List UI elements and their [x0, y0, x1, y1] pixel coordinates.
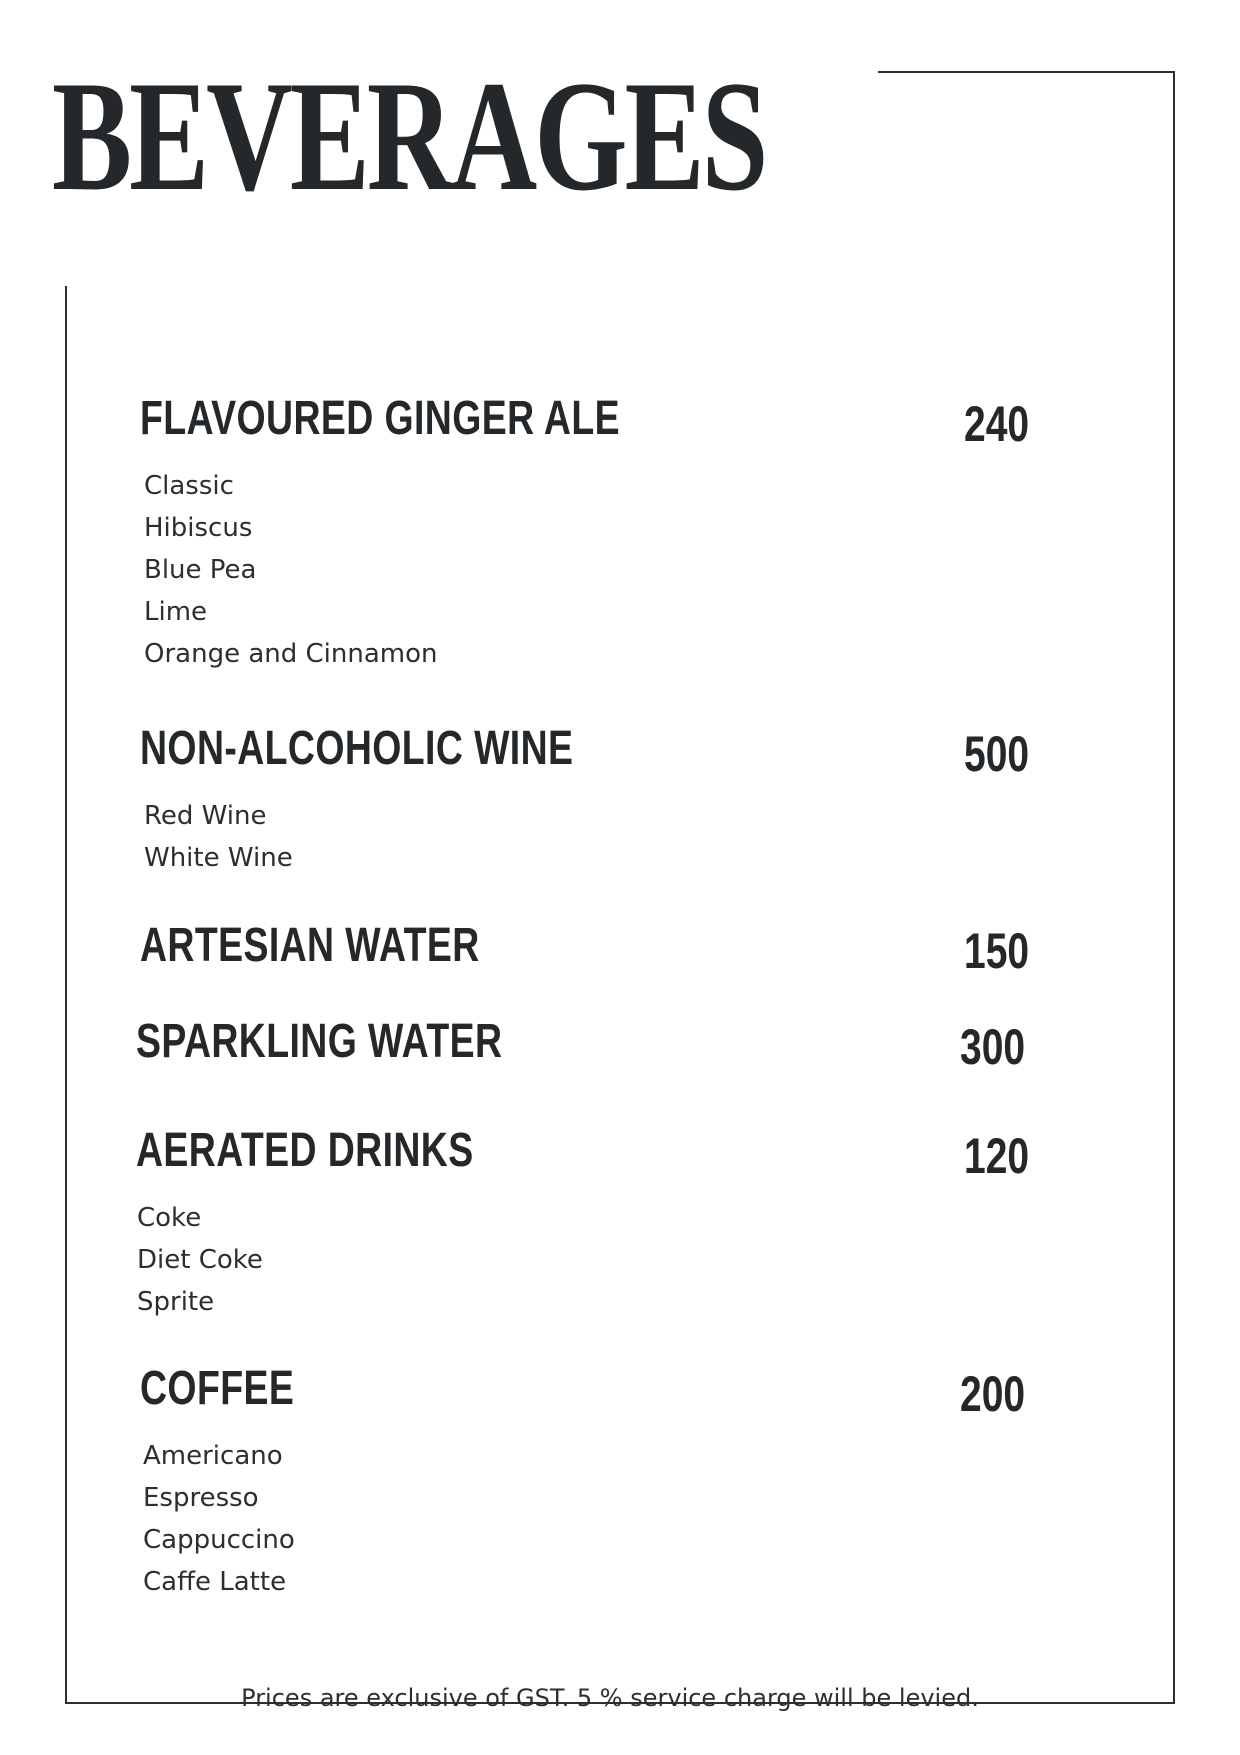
- section-price: 200: [960, 1366, 1026, 1422]
- menu-item: Classic: [144, 471, 234, 501]
- menu-item: Coke: [137, 1203, 202, 1233]
- menu-item: Hibiscus: [144, 513, 253, 543]
- section-price: 500: [964, 726, 1030, 782]
- frame-top-rule: [878, 71, 1175, 73]
- menu-item: Red Wine: [144, 801, 267, 831]
- section-name: NON-ALCOHOLIC WINE: [140, 722, 574, 775]
- menu-item: Americano: [143, 1441, 283, 1471]
- section-items: [143, 1435, 295, 1603]
- menu-item: White Wine: [144, 843, 293, 873]
- section-price: 150: [964, 923, 1030, 979]
- section-name: COFFEE: [140, 1362, 295, 1415]
- menu-item: Caffe Latte: [143, 1567, 287, 1597]
- section-items: [144, 465, 438, 675]
- menu-item: Cappuccino: [143, 1525, 295, 1555]
- menu-item: Lime: [144, 597, 208, 627]
- menu-item: Espresso: [143, 1483, 259, 1513]
- frame-left-rule: [65, 286, 67, 1704]
- section-price: 120: [964, 1128, 1030, 1184]
- menu-title: BEVERAGES: [52, 49, 766, 224]
- section-price: 300: [960, 1019, 1026, 1075]
- section-name: SPARKLING WATER: [136, 1015, 503, 1068]
- menu-item: Diet Coke: [137, 1245, 263, 1275]
- frame-right-rule: [1173, 71, 1175, 1704]
- menu-item: Blue Pea: [144, 555, 257, 585]
- section-name: AERATED DRINKS: [136, 1124, 474, 1177]
- menu-item: Sprite: [137, 1287, 215, 1317]
- menu-item: Orange and Cinnamon: [144, 639, 438, 669]
- section-items: [137, 1197, 263, 1323]
- section-name: FLAVOURED GINGER ALE: [140, 392, 620, 445]
- section-items: [144, 795, 293, 879]
- section-name: ARTESIAN WATER: [140, 919, 480, 972]
- section-price: 240: [964, 396, 1030, 452]
- pricing-footnote: Prices are exclusive of GST. 5 % service charge will be levied.: [241, 1684, 979, 1712]
